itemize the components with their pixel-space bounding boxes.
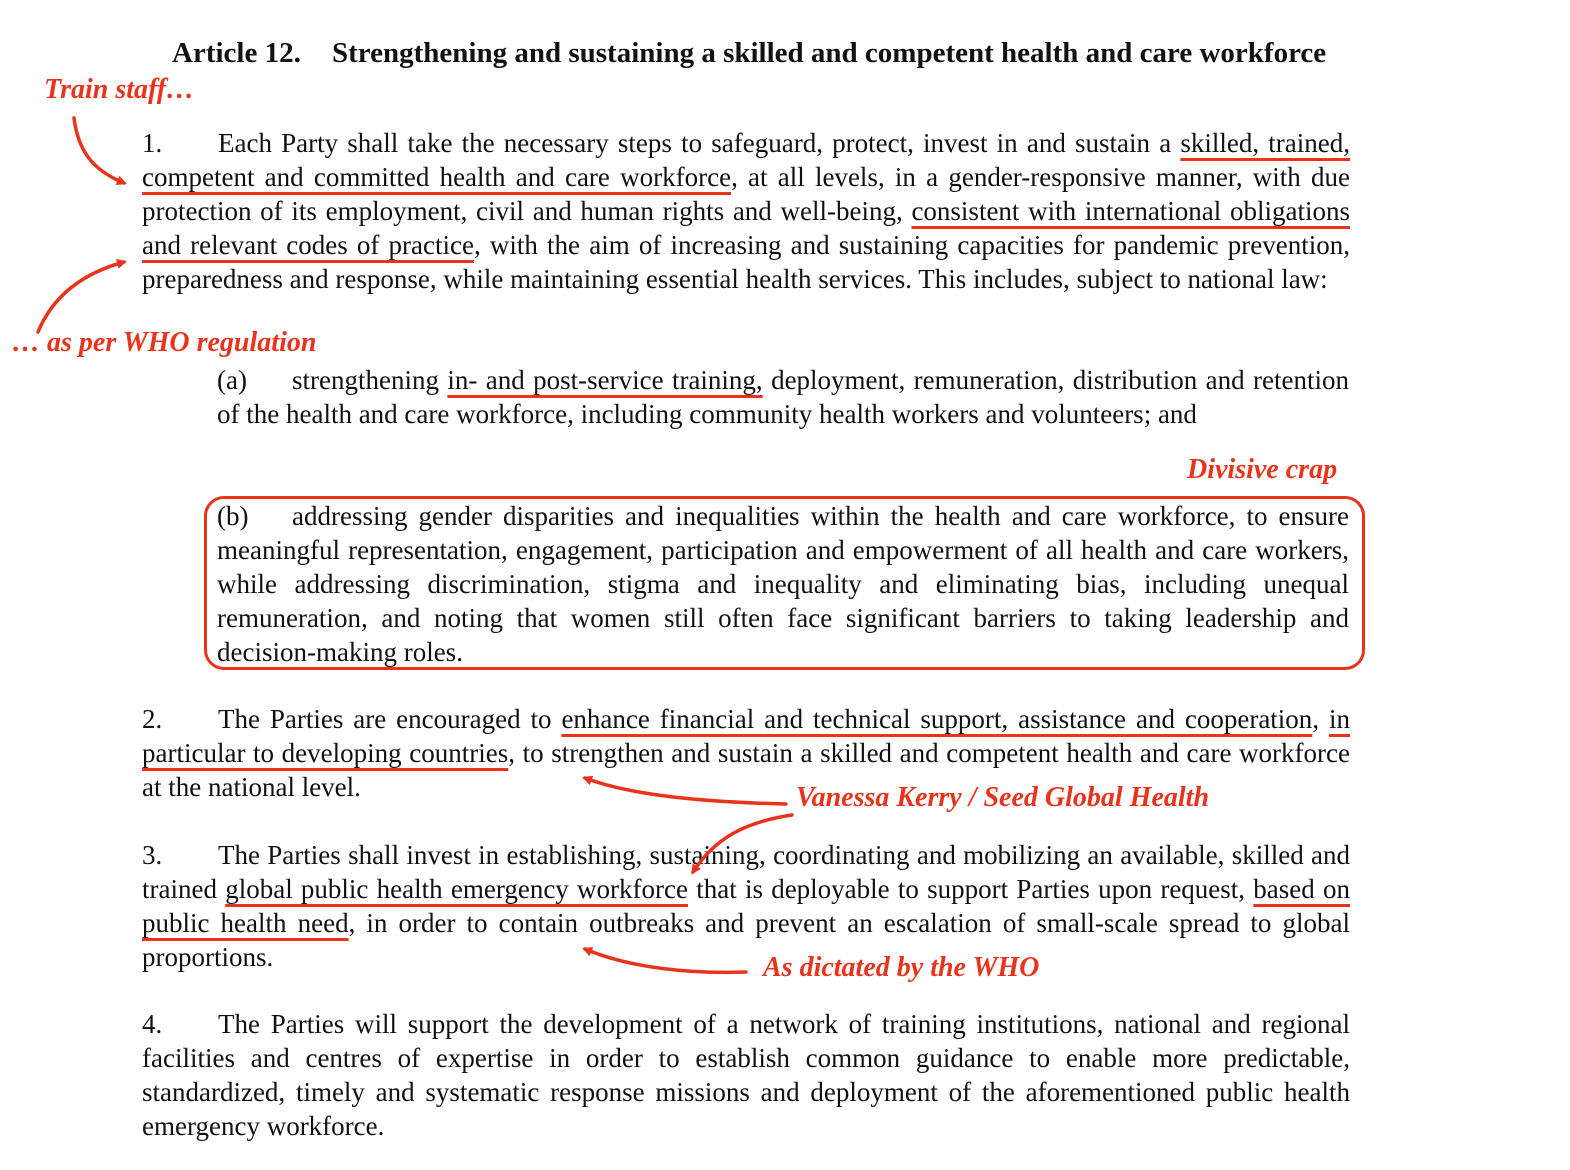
paragraph-text: deployment, remuneration, distribution and retention of the health and care workforce, including community health workers and volunteers; and — [217, 365, 1349, 429]
paragraph-text: that is deployable to support Parties upon request, — [687, 874, 1254, 904]
paragraph-4 — [142, 1007, 1350, 1143]
subparagraph-label: (b) — [217, 501, 249, 531]
paragraph-text: The Parties shall invest in establishing, sustaining, coordinating and mobilizing an available, skilled and trained — [142, 840, 1350, 904]
paragraph-3 — [142, 838, 1350, 974]
underlined-phrase: enhance financial and technical support, assistance and cooperation — [561, 704, 1313, 734]
underlined-phrase: in- and post-service training, — [447, 365, 763, 395]
article-label: Article 12. — [172, 37, 301, 69]
paragraph-text: , with the aim of increasing and sustaining capacities for pandemic prevention, preparedness and response, while maintaining essential health services. This includes, subject to national law: — [142, 230, 1350, 294]
underlined-phrase: based on public health need — [142, 874, 1350, 938]
annotation-who-regulation: … as per WHO regulation — [12, 327, 317, 358]
arrow-train-staff — [74, 118, 124, 183]
paragraph-number: 3. — [142, 840, 163, 870]
paragraph-1 — [142, 126, 1350, 296]
underlined-phrase: in particular to developing countries — [142, 704, 1350, 768]
paragraph-text: strengthening — [292, 365, 448, 395]
annotation-train-staff: Train staff… — [44, 74, 195, 105]
subparagraph-label: (a) — [217, 365, 247, 395]
underlined-phrase: consistent with international obligations and relevant codes of practice — [142, 196, 1351, 260]
paragraph-text: addressing gender disparities and inequalities within the health and care workforce, to ensure meaningful representation, engagement, participation and empowerment of all health and care workers, while addressing discrimination, stigma and inequality and eliminating bias, including unequal remuneration, and noting that women still often face significant barriers to taking leadership and decision-making roles. — [217, 501, 1349, 667]
annotation-divisive: Divisive crap — [1187, 454, 1338, 485]
paragraph-text: The Parties will support the development of a network of training institutions, national and regional facilities and centres of expertise in order to establish common guidance to enable more predictable, standardized, timely and systematic response missions and deployment of the aforementioned public health emergency workforce. — [142, 1009, 1350, 1141]
article-title: Strengthening and sustaining a skilled and competent health and care workforce — [332, 37, 1327, 69]
paragraph-number: 1. — [142, 128, 163, 158]
paragraph-number: 2. — [142, 704, 163, 734]
underlined-phrase: skilled, trained, competent and committed health and care workforce — [142, 128, 1350, 192]
annotation-dictated: As dictated by the WHO — [763, 952, 1040, 983]
paragraph-text: , at all levels, in a gender-responsive manner, with due protection of its employment, civil and human rights and well-being, — [142, 162, 1350, 226]
paragraph-number: 4. — [142, 1009, 163, 1039]
underlined-phrase: global public health emergency workforce — [225, 874, 688, 904]
paragraph-text: The Parties are encouraged to — [218, 704, 562, 734]
arrow-who-regulation — [38, 262, 124, 332]
annotation-kerry: Vanessa Kerry / Seed Global Health — [796, 782, 1210, 813]
paragraph-text: Each Party shall take the necessary steps to safeguard, protect, invest in and sustain a — [218, 128, 1181, 158]
subparagraph-b — [217, 499, 1349, 669]
subparagraph-a — [217, 363, 1349, 431]
paragraph-text: , to strengthen and sustain a skilled and competent health and care workforce at the national level. — [142, 738, 1350, 802]
paragraph-text: , in order to contain outbreaks and prevent an escalation of small-scale spread to global proportions. — [142, 908, 1350, 972]
paragraph-text: , — [1312, 704, 1329, 734]
